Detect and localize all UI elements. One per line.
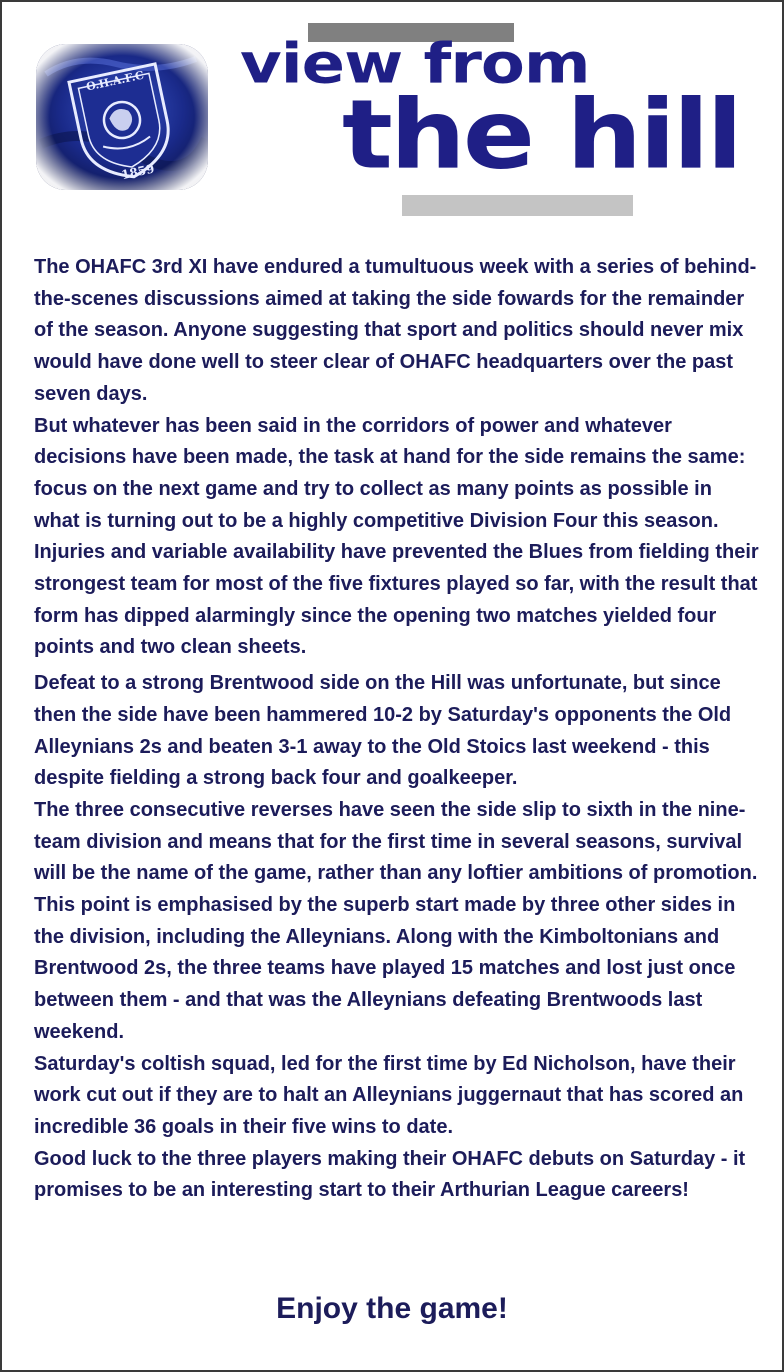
masthead-title-line1: view from [240, 32, 590, 97]
title-accent-bar-bottom [402, 195, 633, 216]
article-body [34, 252, 760, 1207]
article-paragraph: Good luck to the three players making their OHAFC debuts on Saturday - it promises to be an interesting start to their Arthurian League careers! [34, 1147, 746, 1202]
article-paragraph: Injuries and variable availability have prevented the Blues from fielding their strongest team for most of the five fixtures played so far, with the result that form has dipped alarmingly since the opening two matches yielded four points and two clean sheets. [34, 541, 759, 659]
article-paragraph: The three consecutive reverses have seen the side slip to sixth in the nine-team division and means that for the first time in several seasons, survival will be the name of the game, rather than any loftier ambitions of promotion. [34, 798, 758, 885]
article-paragraph: But whatever has been said in the corridors of power and whatever decisions have been made, the task at hand for the side remains the same: focus on the next game and try to collect as many points as possible in what is turning out to be a highly competitive Division Four this season. [34, 414, 746, 532]
article-paragraph: Defeat to a strong Brentwood side on the Hill was unfortunate, but since then the side have been hammered 10-2 by Saturday's opponents the Old Alleynians 2s and beaten 3-1 away to the Old Stoics last weekend - this despite fielding a strong back four and goalkeeper. [34, 672, 732, 790]
sign-off: Enjoy the game! [276, 1292, 508, 1325]
article-paragraph: The OHAFC 3rd XI have endured a tumultuous week with a series of behind-the-scenes discussions aimed at taking the side fowards for the remainder of the season. Anyone suggesting that sport and politics should never mix would have done well to steer clear of OHAFC headquarters over the past seven days. [34, 256, 757, 405]
article-paragraph: Saturday's coltish squad, led for the first time by Ed Nicholson, have their work cut out if they are to halt an Alleynians juggernaut that has scored an incredible 36 goals in their five wins to date. [34, 1052, 744, 1138]
ohafc-crest-icon [36, 44, 208, 190]
article-paragraph: This point is emphasised by the superb start made by three other sides in the division, including the Alleynians. Along with the Kimboltonians and Brentwood 2s, the three teams have played 15 matches and lost just once between them - and that was the Alleynians defeating Brentwoods last weekend. [34, 894, 736, 1043]
masthead-title-line2: the hill [342, 79, 741, 191]
